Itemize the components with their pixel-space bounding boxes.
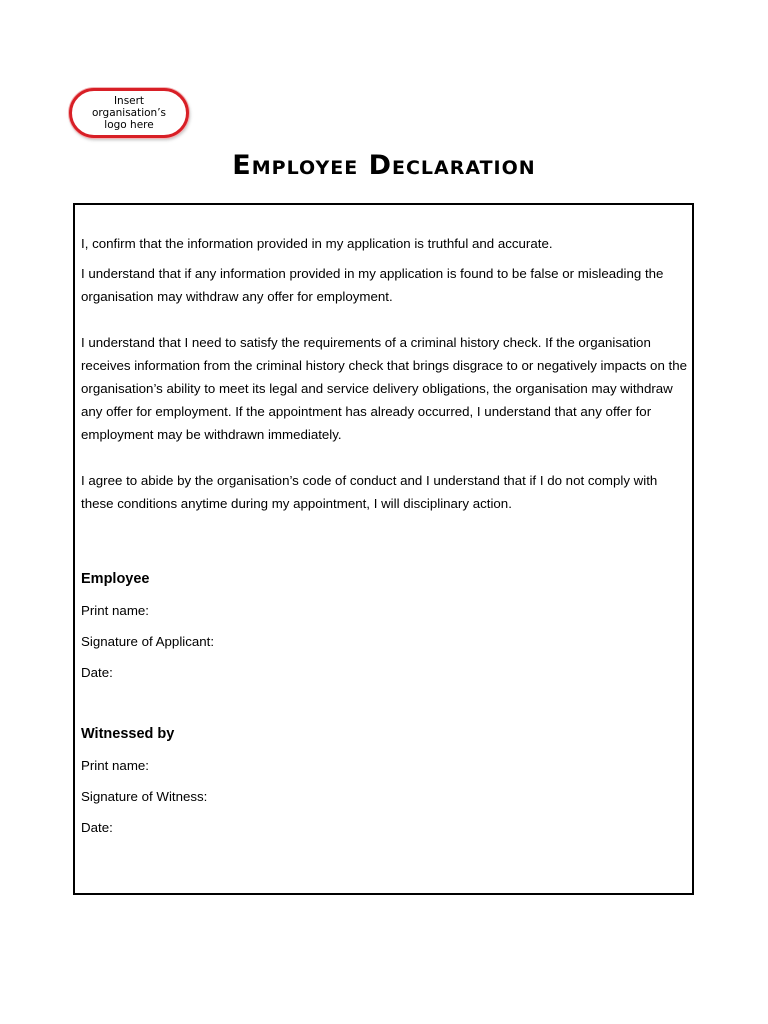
witness-heading: Witnessed by: [81, 726, 175, 742]
statement-criminal-history-check: I understand that I need to satisfy the requirements of a criminal history check. If the organisation receives information from the criminal history check that brings disgrace to or negatively impacts on the organisation’s ability to meet its legal and service delivery obligations, the organisation may withdraw any offer for employment. If the appointment has already occurred, I understand that any offer for employment may be withdrawn immediately.: [81, 335, 688, 442]
statement-false-information: I understand that if any information provided in my application is found to be false or misleading the organisation may withdraw any offer for employment.: [81, 266, 664, 304]
employee-date-field[interactable]: Date:: [81, 665, 113, 680]
declaration-box: [73, 203, 694, 895]
witness-print-name-field[interactable]: Print name:: [81, 758, 149, 773]
witness-section: [81, 722, 687, 839]
employee-section: [81, 567, 687, 684]
employee-print-name-field[interactable]: Print name:: [81, 603, 149, 618]
logo-placeholder-text: Insert organisation’s logo here: [91, 95, 167, 131]
logo-placeholder: [69, 88, 189, 138]
declaration-content: [81, 232, 687, 839]
witness-date-field[interactable]: Date:: [81, 820, 113, 835]
employee-heading: Employee: [81, 571, 150, 587]
employee-signature-field[interactable]: Signature of Applicant:: [81, 634, 215, 649]
witness-signature-field[interactable]: Signature of Witness:: [81, 789, 208, 804]
page-title: Employee Declaration: [232, 150, 536, 181]
statement-accuracy: I, confirm that the information provided in my application is truthful and accurate.: [81, 236, 553, 251]
statement-code-of-conduct: I agree to abide by the organisation’s code of conduct and I understand that if I do not comply with these conditions anytime during my appointment, I will disciplinary action.: [81, 473, 658, 511]
